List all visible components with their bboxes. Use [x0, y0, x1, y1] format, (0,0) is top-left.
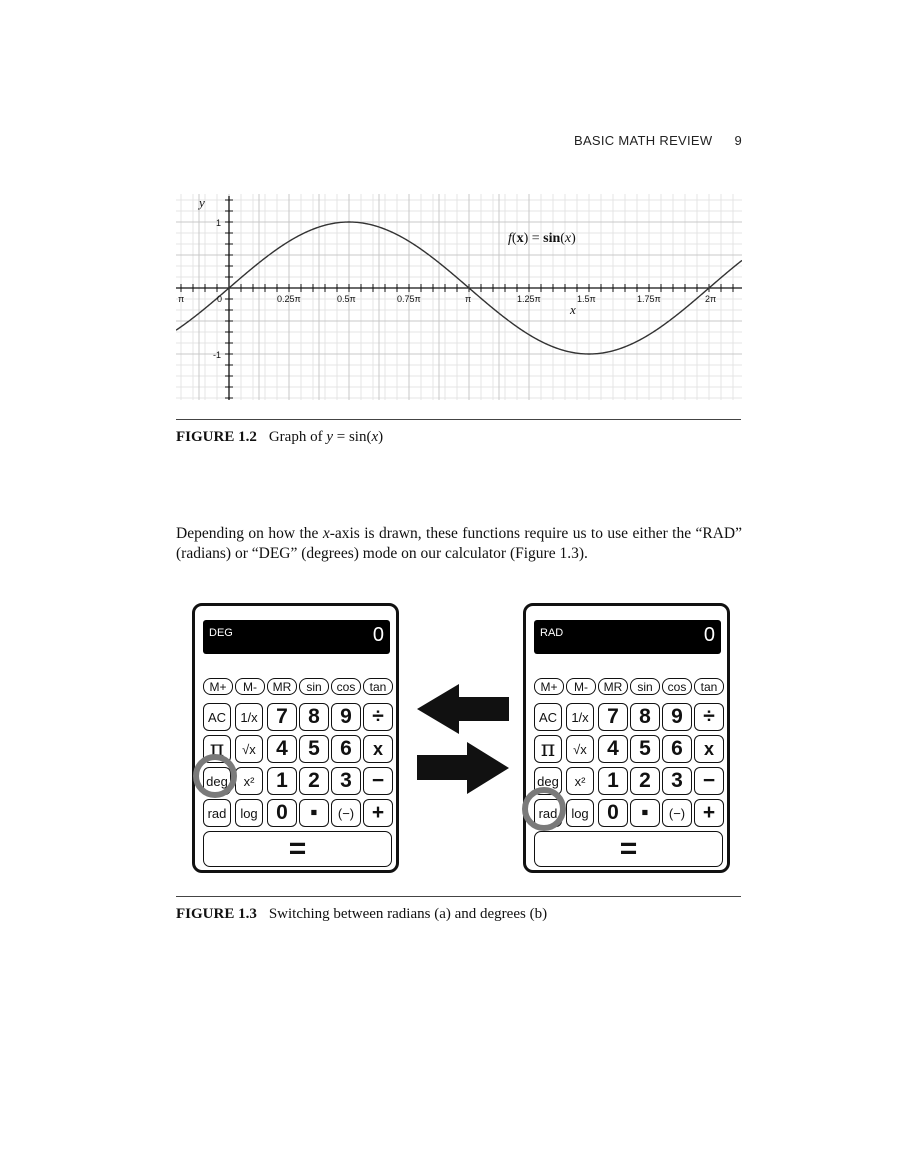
- divide-key[interactable]: ÷: [363, 703, 393, 731]
- 7-key[interactable]: 7: [598, 703, 628, 731]
- x-tick-label: 2π: [705, 294, 717, 304]
- 0-key[interactable]: 0: [267, 799, 297, 827]
- decimal-key[interactable]: ▪: [630, 799, 660, 827]
- 9-key[interactable]: 9: [662, 703, 692, 731]
- sin-key[interactable]: sin: [630, 678, 660, 695]
- multiply-key[interactable]: x: [694, 735, 724, 763]
- cos-key[interactable]: cos: [662, 678, 692, 695]
- mplus-key[interactable]: M+: [534, 678, 564, 695]
- paragraph-var-x: x: [322, 525, 330, 542]
- calculator-display: [203, 620, 390, 654]
- mminus-key[interactable]: M-: [235, 678, 265, 695]
- mminus-key[interactable]: M-: [566, 678, 596, 695]
- tan-key[interactable]: tan: [363, 678, 393, 695]
- negate-key[interactable]: (−): [331, 799, 361, 827]
- mplus-key[interactable]: M+: [203, 678, 233, 695]
- x-tick-label: 0.75π: [397, 294, 421, 304]
- 8-key[interactable]: 8: [299, 703, 329, 731]
- function-label: f(x) = sin(x): [508, 231, 576, 246]
- 9-key[interactable]: 9: [331, 703, 361, 731]
- figure-1-3-caption-text: Switching between radians (a) and degrees (b): [268, 906, 548, 922]
- reciprocal-key[interactable]: 1/x: [235, 703, 263, 731]
- plus-key[interactable]: +: [694, 799, 724, 827]
- figure-1-2-rule: [176, 419, 741, 420]
- negate-key[interactable]: (−): [662, 799, 692, 827]
- 4-key[interactable]: 4: [267, 735, 297, 763]
- mr-key[interactable]: MR: [267, 678, 297, 695]
- figure-1-2-label: FIGURE 1.2: [176, 429, 257, 445]
- 8-key[interactable]: 8: [630, 703, 660, 731]
- 1-key[interactable]: 1: [598, 767, 628, 795]
- pi-key[interactable]: π: [534, 735, 562, 763]
- equals-key[interactable]: =: [203, 831, 392, 867]
- minus-key[interactable]: −: [694, 767, 724, 795]
- cos-key[interactable]: cos: [331, 678, 361, 695]
- deg-key[interactable]: deg: [203, 767, 231, 795]
- right-arrow-icon: [417, 742, 509, 794]
- minus-key[interactable]: −: [363, 767, 393, 795]
- paragraph-text-2: -axis is drawn, these functions require us to use either the “RAD” (radians) or “DEG” (degrees) mode on our calculator (Figure 1.3).: [176, 525, 742, 562]
- caption-text-2: = sin(: [333, 429, 372, 445]
- caption-var-x: x: [371, 429, 379, 445]
- tan-key[interactable]: tan: [694, 678, 724, 695]
- running-head: [574, 133, 742, 148]
- mode-indicator: DEG: [209, 627, 233, 639]
- x-tick-label: 0: [217, 294, 223, 304]
- caption-text: Graph of: [268, 429, 327, 445]
- equals-key[interactable]: =: [534, 831, 723, 867]
- x-tick-label: 0.25π: [277, 294, 301, 304]
- rad-key[interactable]: rad: [203, 799, 231, 827]
- figure-1-3-label: FIGURE 1.3: [176, 906, 257, 922]
- 6-key[interactable]: 6: [331, 735, 361, 763]
- sine-graph: [176, 194, 742, 400]
- square-key[interactable]: x²: [235, 767, 263, 795]
- calculator-display: [534, 620, 721, 654]
- sqrt-key[interactable]: √x: [566, 735, 594, 763]
- ac-key[interactable]: AC: [203, 703, 231, 731]
- x-tick-label: 0.5π: [337, 294, 356, 304]
- figure-1-3-rule: [176, 896, 741, 897]
- divide-key[interactable]: ÷: [694, 703, 724, 731]
- x-tick-label: π: [465, 294, 472, 304]
- y-tick-label: -1: [213, 350, 222, 360]
- pi-key[interactable]: π: [203, 735, 231, 763]
- mode-indicator: RAD: [540, 627, 564, 639]
- x-tick-label: 1.75π: [637, 294, 661, 304]
- calculator-deg: [192, 603, 399, 873]
- rad-key[interactable]: rad: [534, 799, 562, 827]
- multiply-key[interactable]: x: [363, 735, 393, 763]
- mr-key[interactable]: MR: [598, 678, 628, 695]
- 6-key[interactable]: 6: [662, 735, 692, 763]
- figure-1-3-caption: [176, 906, 547, 923]
- sin-key[interactable]: sin: [299, 678, 329, 695]
- 0-key[interactable]: 0: [598, 799, 628, 827]
- highlight-circle-deg: [193, 754, 237, 798]
- decimal-key[interactable]: ▪: [299, 799, 329, 827]
- y-axis-label: y: [199, 195, 205, 210]
- reciprocal-key[interactable]: 1/x: [566, 703, 594, 731]
- ac-key[interactable]: AC: [534, 703, 562, 731]
- running-head-title: BASIC MATH REVIEW: [573, 133, 713, 148]
- x-tick-label: 1.25π: [517, 294, 541, 304]
- 2-key[interactable]: 2: [299, 767, 329, 795]
- caption-text-3: ): [378, 429, 384, 445]
- log-key[interactable]: log: [566, 799, 594, 827]
- log-key[interactable]: log: [235, 799, 263, 827]
- 3-key[interactable]: 3: [662, 767, 692, 795]
- 3-key[interactable]: 3: [331, 767, 361, 795]
- y-tick-label: 1: [216, 218, 222, 228]
- 4-key[interactable]: 4: [598, 735, 628, 763]
- figure-1-2-caption: [176, 429, 383, 446]
- x-tick-label: π: [178, 294, 185, 304]
- x-tick-label: 1.5π: [577, 294, 596, 304]
- left-arrow-icon: [417, 684, 509, 734]
- 5-key[interactable]: 5: [299, 735, 329, 763]
- display-value: 0: [372, 624, 384, 646]
- display-value: 0: [703, 624, 715, 646]
- 2-key[interactable]: 2: [630, 767, 660, 795]
- 7-key[interactable]: 7: [267, 703, 297, 731]
- sqrt-key[interactable]: √x: [235, 735, 263, 763]
- page-number: 9: [734, 133, 742, 148]
- caption-var-y: y: [326, 429, 333, 445]
- x-axis-label: x: [570, 302, 576, 317]
- highlight-circle-rad: [522, 787, 566, 831]
- paragraph-text-1: Depending on how the: [176, 525, 323, 542]
- body-paragraph: [176, 524, 742, 564]
- 1-key[interactable]: 1: [267, 767, 297, 795]
- plus-key[interactable]: +: [363, 799, 393, 827]
- deg-key[interactable]: deg: [534, 767, 562, 795]
- calculator-rad: [523, 603, 730, 873]
- square-key[interactable]: x²: [566, 767, 594, 795]
- 5-key[interactable]: 5: [630, 735, 660, 763]
